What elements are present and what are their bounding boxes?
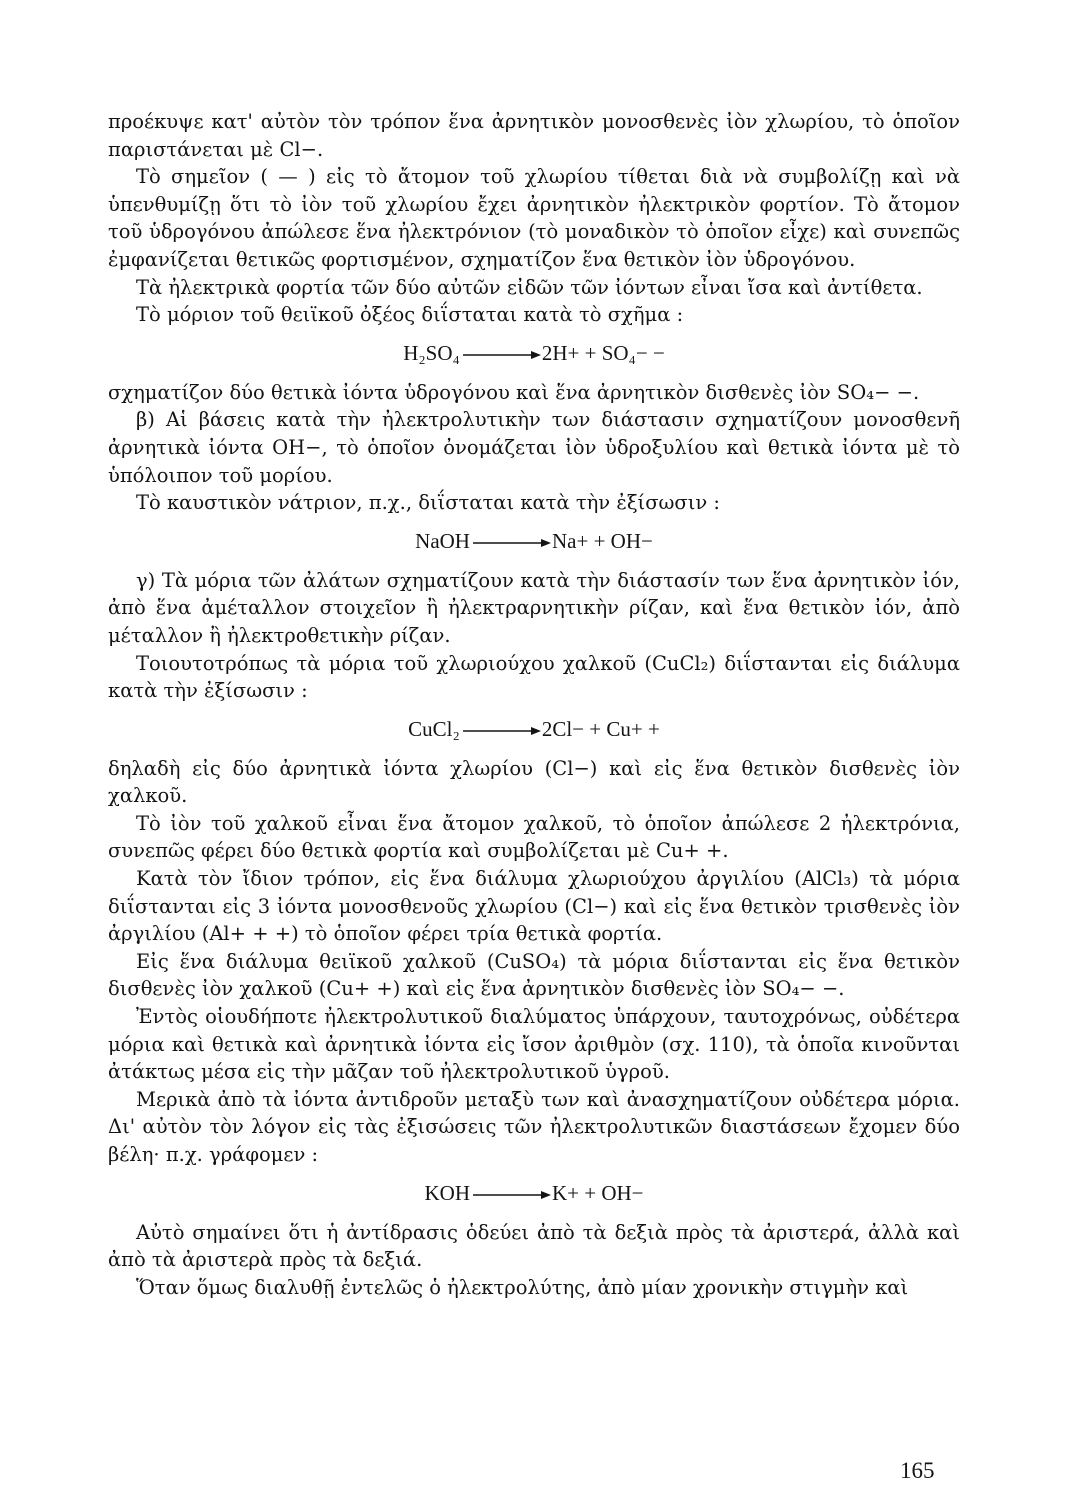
- paragraph: Τὰ ἠλεκτρικὰ φορτία τῶν δύο αὐτῶν εἰδῶν τῶν ἰόντων εἶναι ἴσα καὶ ἀντίθετα.: [136, 275, 923, 299]
- paragraph: Ἐντὸς οἱουδήποτε ἠλεκτρολυτικοῦ διαλύματος ὑπάρχουν, ταυτοχρόνως, οὐδέτερα μόρια καὶ θετικὰ καὶ ἀρνητικὰ ἰόντα εἰς ἴσον ἀριθμὸν (σχ. 110), τὰ ὁποῖα κινοῦνται ἀτάκτως μέσα εἰς τὴν μᾶζαν τοῦ ἠλεκτρολυτικοῦ ὑγροῦ.: [108, 1005, 960, 1084]
- paragraph: Τὸ μόριον τοῦ θειϊκοῦ ὀξέος διΐσταται κατὰ τὸ σχῆμα :: [136, 303, 684, 327]
- paragraph: β) Αἱ βάσεις κατὰ τὴν ἠλεκτρολυτικὴν των διάστασιν σχηματίζουν μονοσθενῆ ἀρνητικὰ ἰόντα OH−, τὸ ὁποῖον ὀνομάζεται ἰὸν ὑδροξυλίου καὶ θετικὰ ἰόντα μὲ τὸ ὑπόλοιπον τοῦ μορίου.: [108, 408, 960, 487]
- paragraph: Τὸ ἰὸν τοῦ χαλκοῦ εἶναι ἕνα ἄτομον χαλκοῦ, τὸ ὁποῖον ἀπώλεσε 2 ἠλεκτρόνια, συνεπῶς φέρει δύο θετικὰ φορτία καὶ συμβολίζεται μὲ Cu+ +.: [108, 811, 960, 863]
- paragraph: γ) Τὰ μόρια τῶν ἀλάτων σχηματίζουν κατὰ τὴν διάστασίν των ἕνα ἀρνητικὸν ἰόν, ἀπὸ ἕνα ἀμέταλλον στοιχεῖον ἢ ἠλεκτραρνητικὴν ρίζαν, καὶ ἕνα θετικὸν ἰόν, ἀπὸ μέταλλον ἢ ἠλεκτροθετικὴν ρίζαν.: [108, 568, 960, 647]
- right-arrow-icon: [471, 1189, 551, 1201]
- equation-right: 2H+ + SO₄− −: [541, 340, 665, 365]
- equation-left: CuCl₂: [408, 716, 460, 741]
- equation-sodium-hydroxide: [108, 527, 960, 555]
- equation-potassium-hydroxide: [108, 1179, 960, 1207]
- paragraph: Ὅταν ὅμως διαλυθῇ ἐντελῶς ὁ ἠλεκτρολύτης, ἀπὸ μίαν χρονικὴν στιγμὴν καὶ: [136, 1275, 909, 1299]
- equation-left: H₂SO₄: [403, 340, 460, 365]
- equation-left: KOH: [424, 1180, 470, 1205]
- paragraph: σχηματίζον δύο θετικὰ ἰόντα ὑδρογόνου καὶ ἕνα ἀρνητικὸν δισθενὲς ἰὸν SO₄− −.: [108, 380, 920, 404]
- page-number: 165: [900, 1458, 935, 1483]
- equation-sulfuric-acid: [108, 339, 960, 367]
- paragraph: Τὸ σημεῖον ( — ) εἰς τὸ ἄτομον τοῦ χλωρίου τίθεται διὰ νὰ συμβολίζῃ καὶ νὰ ὑπενθυμίζῃ ὅτι τὸ ἰὸν τοῦ χλωρίου ἔχει ἀρνητικὸν ἠλεκτρικὸν φορτίον. Τὸ ἄτομον τοῦ ὑδρογόνου ἀπώλεσε ἕνα ἠλεκτρόνιον (τὸ μοναδικὸν τὸ ὁποῖον εἶχε) καὶ συνεπῶς ἐμφανίζεται θετικῶς φορτισμένον, σχηματίζον ἕνα θετικὸν ἰὸν ὑδρογόνου.: [108, 165, 960, 271]
- body-text: [108, 108, 960, 1301]
- equation-right: 2Cl− + Cu+ +: [541, 716, 660, 741]
- equation-right: K+ + OH−: [551, 1180, 644, 1205]
- paragraph: Κατὰ τὸν ἴδιον τρόπον, εἰς ἕνα διάλυμα χλωριούχου ἀργιλίου (AlCl₃) τὰ μόρια διΐστανται εἰς 3 ἰόντα μονοσθενοῦς χλωρίου (Cl−) καὶ εἰς ἕνα θετικὸν τρισθενὲς ἰὸν ἀργιλίου (Al+ + +) τὸ ὁποῖον φέρει τρία θετικὰ φορτία.: [108, 867, 960, 946]
- paragraph: δηλαδὴ εἰς δύο ἀρνητικὰ ἰόντα χλωρίου (Cl−) καὶ εἰς ἕνα θετικὸν δισθενὲς ἰὸν χαλκοῦ.: [108, 756, 960, 808]
- paragraph: Τοιουτοτρόπως τὰ μόρια τοῦ χλωριούχου χαλκοῦ (CuCl₂) διΐστανται εἰς διάλυμα κατὰ τὴν ἐξίσωσιν :: [108, 651, 960, 703]
- right-arrow-icon: [461, 725, 541, 737]
- paragraph: προέκυψε κατ' αὐτὸν τὸν τρόπον ἕνα ἀρνητικὸν μονοσθενὲς ἰὸν χλωρίου, τὸ ὁποῖον παριστάνεται μὲ Cl−.: [108, 110, 960, 161]
- equation-left: NaOH: [415, 528, 470, 553]
- paragraph: Εἰς ἕνα διάλυμα θειϊκοῦ χαλκοῦ (CuSO₄) τὰ μόρια διΐστανται εἰς ἕνα θετικὸν δισθενὲς ἰὸν χαλκοῦ (Cu+ +) καὶ εἰς ἕνα ἀρνητικὸν δισθενὲς ἰὸν SO₄− −.: [108, 949, 960, 1001]
- right-arrow-icon: [471, 537, 551, 549]
- paragraph: Μερικὰ ἀπὸ τὰ ἰόντα ἀντιδροῦν μεταξὺ των καὶ ἀνασχηματίζουν οὐδέτερα μόρια. Δι' αὐτὸν τὸν λόγον εἰς τὰς ἐξισώσεις τῶν ἠλεκτρολυτικῶν διαστάσεων ἔχομεν δύο βέλη· π.χ. γράφομεν :: [108, 1087, 960, 1166]
- equation-copper-chloride: [108, 715, 960, 743]
- paragraph: Τὸ καυστικὸν νάτριον, π.χ., διΐσταται κατὰ τὴν ἐξίσωσιν :: [136, 491, 720, 515]
- right-arrow-icon: [461, 349, 541, 361]
- paragraph: Αὐτὸ σημαίνει ὅτι ἡ ἀντίδρασις ὁδεύει ἀπὸ τὰ δεξιὰ πρὸς τὰ ἀριστερά, ἀλλὰ καὶ ἀπὸ τὰ ἀριστερὰ πρὸς τὰ δεξιά.: [108, 1220, 960, 1272]
- equation-right: Na+ + OH−: [551, 528, 653, 553]
